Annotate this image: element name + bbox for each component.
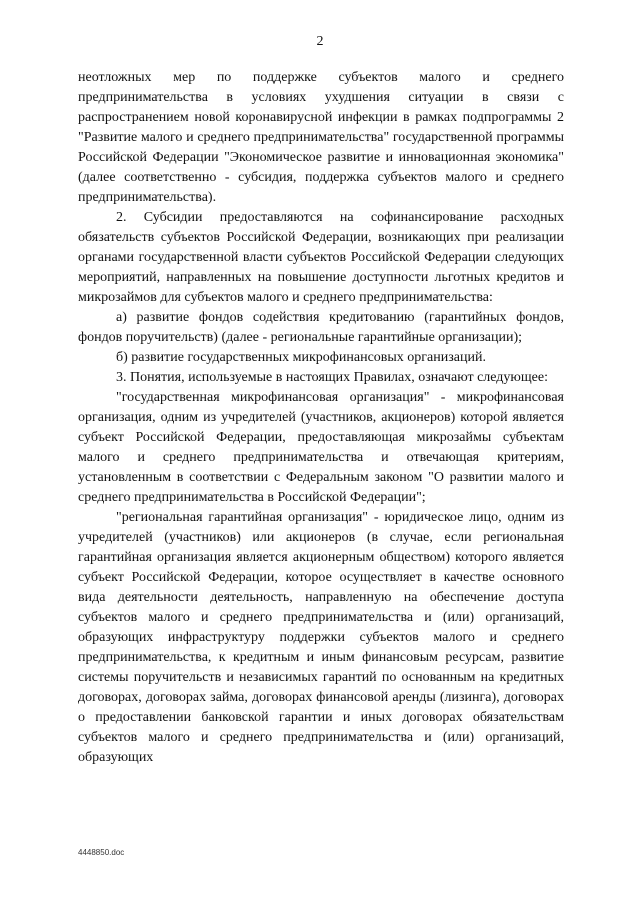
paragraph-subitem-a: а) развитие фондов содействия кредитованию (гарантийных фондов, фондов поручительств) (далее - региональные гарантийные организации); (78, 310, 564, 345)
paragraph-item-2: 2. Субсидии предоставляются на софинансирование расходных обязательств субъектов Российской Федерации, возникающих при реализации органами государственной власти субъектов Российской Федерации следующих мероприятий, направленных на повышение доступности льготных кредитов и микрозаймов для субъектов малого и среднего предпринимательства: (78, 210, 564, 305)
paragraph-item-3: 3. Понятия, используемые в настоящих Правилах, означают следующее: (116, 370, 548, 385)
paragraph-continuation: неотложных мер по поддержке субъектов малого и среднего предпринимательства в условиях ухудшения ситуации в связи с распространением новой коронавирусной инфекции в рамках подпрограммы 2 "Развитие малого и среднего предпринимательства" государственной программы Российской Федерации "Экономическое развитие и инновационная экономика" (далее соответственно - субсидия, поддержка субъектов малого и среднего предпринимательства). (78, 70, 564, 205)
paragraph-definition-guarantee-org: "региональная гарантийная организация" - юридическое лицо, одним из учредителей (участников) или акционеров (в случае, если региональная гарантийная организация является акционерным обществом) которого является субъект Российской Федерации, которое осуществляет в качестве основного вида деятельности деятельность, направленную на обеспечение доступа субъектов малого и среднего предпринимательства и (или) организаций, образующих инфраструктуру поддержки субъектов малого и среднего предпринимательства, к кредитным и иным финансовым ресурсам, развитие системы поручительств и независимых гарантий по основанным на кредитных договорах, договорах займа, договорах финансовой аренды (лизинга), договорах о предоставлении банковской гарантии и иных договорах обязательствам субъектов малого и среднего предпринимательства и (или) организаций, образующих (78, 510, 564, 765)
footer-file-reference: 4448850.doc (78, 848, 125, 857)
document-body (78, 68, 564, 768)
page-number: 2 (316, 34, 324, 49)
paragraph-definition-mfo: "государственная микрофинансовая организация" - микрофинансовая организация, одним из учредителей (участников, акционеров) которой является субъект Российской Федерации, предоставляющая микрозаймы субъектам малого и среднего предпринимательства и отвечающая критериям, установленным в соответствии с Федеральным законом "О развитии малого и среднего предпринимательства в Российской Федерации"; (78, 390, 564, 505)
paragraph-subitem-b: б) развитие государственных микрофинансовых организаций. (116, 350, 486, 365)
